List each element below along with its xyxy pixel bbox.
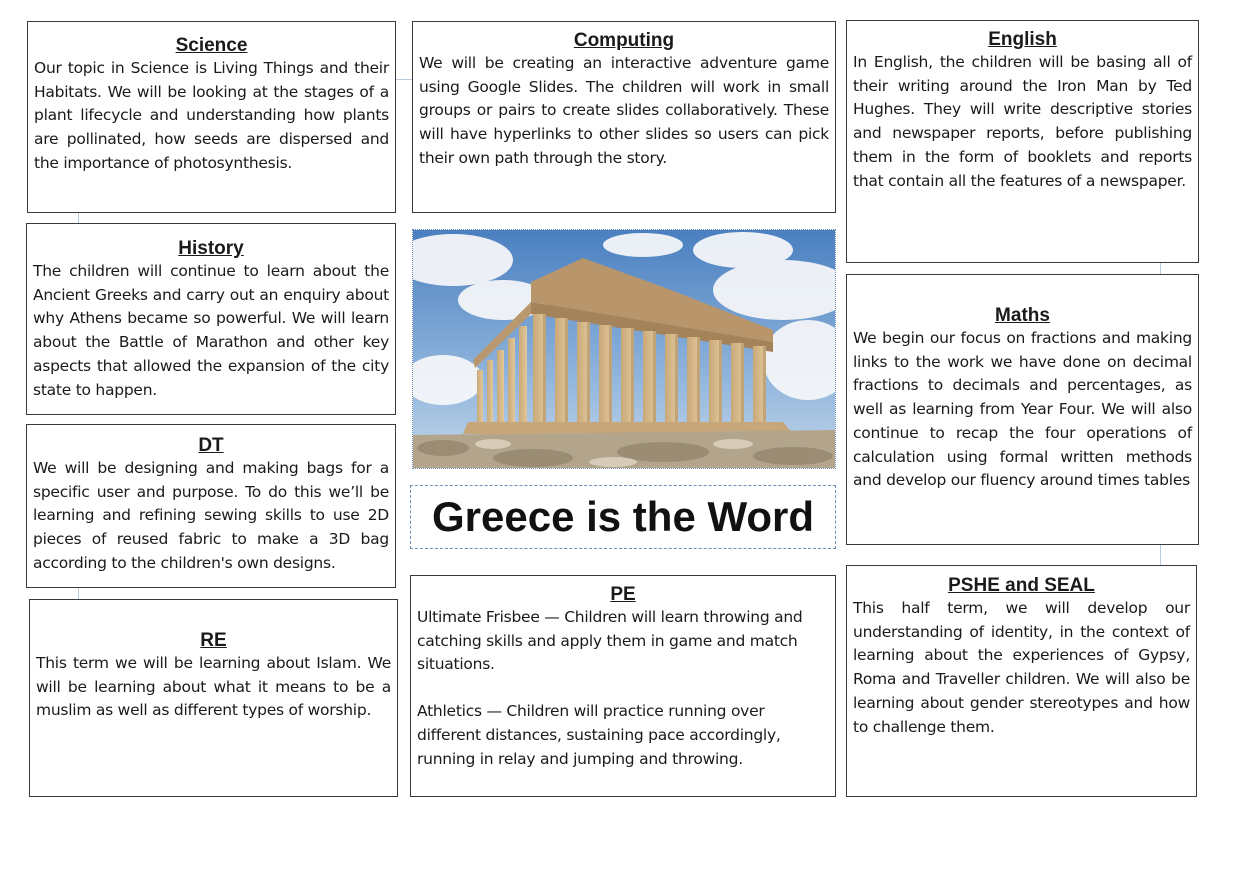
maths-text: We begin our focus on fractions and making links to the work we have done on decimal fractions to decimals and percentages, as well as learning from Year Four. We will also continue to recap the four operations of calculation using formal written methods and develop our fluency around times tables [853,329,1192,490]
page-title: Greece is the Word [431,493,815,540]
computing-box [412,21,836,213]
pe-text-athletics: Athletics — Children will practice running over different distances, sustaining pace accordingly, running in relay and jumping and throwing. [417,702,781,768]
history-text: The children will continue to learn about the Ancient Greeks and carry out an enquiry about why Athens became so powerful. We will learn about the Battle of Marathon and other key aspects that allowed the expansion of the city state to happen. [33,262,389,399]
english-heading: English [988,29,1057,50]
re-text: This term we will be learning about Islam. We will be learning about what it means to be a muslim as well as different types of worship. [36,654,391,720]
computing-heading: Computing [573,30,675,51]
english-box [846,20,1199,263]
re-box [29,599,398,797]
paragraph-gap [417,677,829,700]
connector-line [78,212,79,223]
connector-line [1160,544,1161,565]
science-box [27,21,396,213]
english-text: In English, the children will be basing all of their writing around the Iron Man by Ted Hughes. They will write descriptive stories and newspaper reports, before publishing them in the form of booklets and reports that contain all the features of a newspaper. [853,53,1192,190]
page-title-box [410,485,836,549]
parthenon-image [412,229,836,469]
science-text: Our topic in Science is Living Things and their Habitats. We will be looking at the stages of a plant lifecycle and understanding how plants are pollinated, how seeds are dispersed and the importance of photosynthesis. [34,59,389,172]
pe-box [410,575,836,797]
history-box [26,223,396,415]
pe-text-frisbee: Ultimate Frisbee — Children will learn throwing and catching skills and apply them in game and match situations. [417,608,803,674]
computing-text: We will be creating an interactive adventure game using Google Slides. The children will work in small groups or pairs to create slides collaboratively. These will have hyperlinks to other slides so users can pick their own path through the story. [419,54,829,167]
dt-box [26,424,396,588]
connector-line [1160,262,1161,274]
maths-heading: Maths [995,305,1050,326]
connector-line [78,588,79,599]
maths-box [846,274,1199,545]
pe-heading: PE [610,584,636,605]
science-heading: Science [175,35,248,56]
history-heading: History [178,238,244,259]
connector-line [395,79,412,80]
dt-text: We will be designing and making bags for a specific user and purpose. To do this we’ll be learning and refining sewing skills to use 2D pieces of reused fabric to make a 3D bag according to the children's own designs. [33,459,389,572]
pshe-text: This half term, we will develop our understanding of identity, in the context of learning about the experiences of Gypsy, Roma and Traveller children. We will also be learning about gender stereotypes and how to challenge them. [853,599,1190,736]
pshe-box [846,565,1197,797]
re-heading: RE [200,630,227,651]
pshe-heading: PSHE and SEAL [948,575,1095,596]
dt-heading: DT [198,435,224,456]
